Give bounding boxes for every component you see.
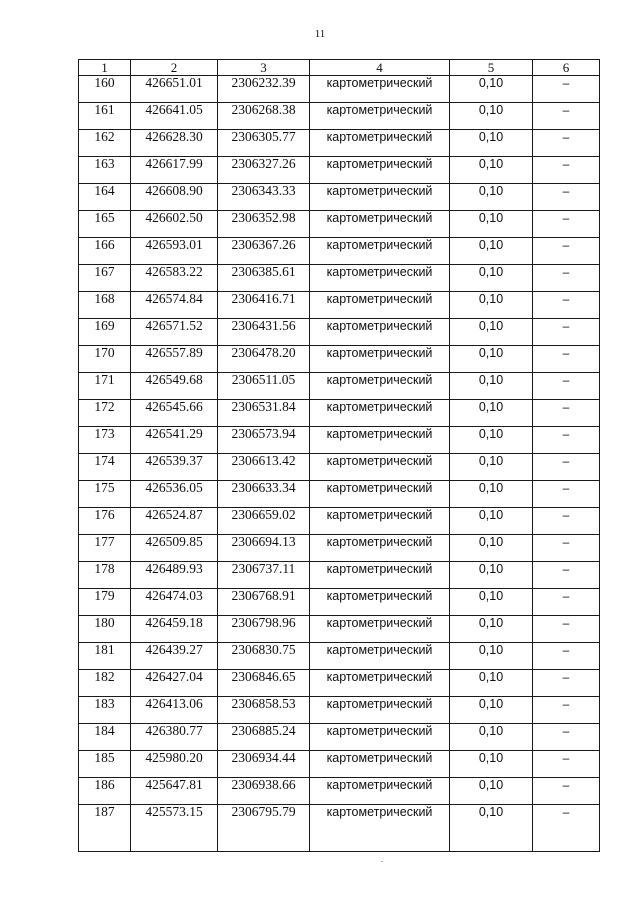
point-number-cell: 163 bbox=[79, 157, 131, 184]
x-coordinate-cell: 426536.05 bbox=[131, 481, 218, 508]
x-coordinate-cell: 426608.90 bbox=[131, 184, 218, 211]
method-cell: картометрический bbox=[310, 616, 450, 643]
accuracy-cell: 0,10 bbox=[450, 427, 533, 454]
method-cell: картометрический bbox=[310, 454, 450, 481]
table-row bbox=[79, 184, 600, 211]
description-cell: – bbox=[533, 265, 600, 292]
accuracy-cell: 0,10 bbox=[450, 697, 533, 724]
accuracy-cell: 0,10 bbox=[450, 292, 533, 319]
y-coordinate-cell: 2306385.61 bbox=[218, 265, 310, 292]
method-cell: картометрический bbox=[310, 265, 450, 292]
table-row bbox=[79, 670, 600, 697]
method-cell: картометрический bbox=[310, 508, 450, 535]
y-coordinate-cell: 2306232.39 bbox=[218, 76, 310, 103]
point-number-cell: 168 bbox=[79, 292, 131, 319]
method-cell: картометрический bbox=[310, 778, 450, 805]
point-number-cell: 162 bbox=[79, 130, 131, 157]
method-cell: картометрический bbox=[310, 562, 450, 589]
point-number-cell: 176 bbox=[79, 508, 131, 535]
point-number-cell: 164 bbox=[79, 184, 131, 211]
table-row bbox=[79, 238, 600, 265]
accuracy-cell: 0,10 bbox=[450, 211, 533, 238]
accuracy-cell: 0,10 bbox=[450, 400, 533, 427]
stray-mark: . bbox=[381, 855, 383, 864]
point-number-cell: 160 bbox=[79, 76, 131, 103]
accuracy-cell: 0,10 bbox=[450, 589, 533, 616]
point-number-cell: 183 bbox=[79, 697, 131, 724]
point-number-cell: 178 bbox=[79, 562, 131, 589]
table-row bbox=[79, 643, 600, 670]
x-coordinate-cell: 426545.66 bbox=[131, 400, 218, 427]
table-row bbox=[79, 373, 600, 400]
description-cell: – bbox=[533, 454, 600, 481]
accuracy-cell: 0,10 bbox=[450, 724, 533, 751]
accuracy-cell: 0,10 bbox=[450, 238, 533, 265]
point-number-cell: 185 bbox=[79, 751, 131, 778]
description-cell: – bbox=[533, 616, 600, 643]
y-coordinate-cell: 2306633.34 bbox=[218, 481, 310, 508]
description-cell: – bbox=[533, 670, 600, 697]
table-row bbox=[79, 589, 600, 616]
x-coordinate-cell: 426583.22 bbox=[131, 265, 218, 292]
table-row bbox=[79, 319, 600, 346]
y-coordinate-cell: 2306511.05 bbox=[218, 373, 310, 400]
method-cell: картометрический bbox=[310, 103, 450, 130]
x-coordinate-cell: 426439.27 bbox=[131, 643, 218, 670]
x-coordinate-cell: 426541.29 bbox=[131, 427, 218, 454]
point-number-cell: 173 bbox=[79, 427, 131, 454]
y-coordinate-cell: 2306934.44 bbox=[218, 751, 310, 778]
method-cell: картометрический bbox=[310, 724, 450, 751]
y-coordinate-cell: 2306885.24 bbox=[218, 724, 310, 751]
table-row bbox=[79, 697, 600, 724]
method-cell: картометрический bbox=[310, 805, 450, 852]
x-coordinate-cell: 426459.18 bbox=[131, 616, 218, 643]
x-coordinate-cell: 426489.93 bbox=[131, 562, 218, 589]
table-row bbox=[79, 616, 600, 643]
table-row bbox=[79, 130, 600, 157]
y-coordinate-cell: 2306768.91 bbox=[218, 589, 310, 616]
description-cell: – bbox=[533, 778, 600, 805]
method-cell: картометрический bbox=[310, 535, 450, 562]
x-coordinate-cell: 426524.87 bbox=[131, 508, 218, 535]
point-number-cell: 170 bbox=[79, 346, 131, 373]
method-cell: картометрический bbox=[310, 319, 450, 346]
accuracy-cell: 0,10 bbox=[450, 670, 533, 697]
accuracy-cell: 0,10 bbox=[450, 373, 533, 400]
method-cell: картометрический bbox=[310, 697, 450, 724]
description-cell: – bbox=[533, 211, 600, 238]
accuracy-cell: 0,10 bbox=[450, 643, 533, 670]
x-coordinate-cell: 426474.03 bbox=[131, 589, 218, 616]
point-number-cell: 184 bbox=[79, 724, 131, 751]
column-header: 4 bbox=[310, 60, 450, 76]
table-row bbox=[79, 751, 600, 778]
y-coordinate-cell: 2306694.13 bbox=[218, 535, 310, 562]
table-row bbox=[79, 454, 600, 481]
description-cell: – bbox=[533, 184, 600, 211]
y-coordinate-cell: 2306478.20 bbox=[218, 346, 310, 373]
y-coordinate-cell: 2306305.77 bbox=[218, 130, 310, 157]
accuracy-cell: 0,10 bbox=[450, 346, 533, 373]
method-cell: картометрический bbox=[310, 76, 450, 103]
accuracy-cell: 0,10 bbox=[450, 130, 533, 157]
table-row bbox=[79, 778, 600, 805]
column-header: 3 bbox=[218, 60, 310, 76]
x-coordinate-cell: 426574.84 bbox=[131, 292, 218, 319]
description-cell: – bbox=[533, 751, 600, 778]
x-coordinate-cell: 426509.85 bbox=[131, 535, 218, 562]
method-cell: картометрический bbox=[310, 346, 450, 373]
method-cell: картометрический bbox=[310, 238, 450, 265]
x-coordinate-cell: 426427.04 bbox=[131, 670, 218, 697]
method-cell: картометрический bbox=[310, 670, 450, 697]
accuracy-cell: 0,10 bbox=[450, 454, 533, 481]
point-number-cell: 174 bbox=[79, 454, 131, 481]
point-number-cell: 175 bbox=[79, 481, 131, 508]
accuracy-cell: 0,10 bbox=[450, 319, 533, 346]
accuracy-cell: 0,10 bbox=[450, 805, 533, 852]
x-coordinate-cell: 426617.99 bbox=[131, 157, 218, 184]
y-coordinate-cell: 2306268.38 bbox=[218, 103, 310, 130]
table-header-row bbox=[79, 60, 600, 76]
description-cell: – bbox=[533, 346, 600, 373]
description-cell: – bbox=[533, 76, 600, 103]
description-cell: – bbox=[533, 724, 600, 751]
table-body bbox=[79, 76, 600, 852]
y-coordinate-cell: 2306798.96 bbox=[218, 616, 310, 643]
column-header: 1 bbox=[79, 60, 131, 76]
accuracy-cell: 0,10 bbox=[450, 184, 533, 211]
description-cell: – bbox=[533, 130, 600, 157]
description-cell: – bbox=[533, 292, 600, 319]
y-coordinate-cell: 2306938.66 bbox=[218, 778, 310, 805]
accuracy-cell: 0,10 bbox=[450, 535, 533, 562]
accuracy-cell: 0,10 bbox=[450, 76, 533, 103]
y-coordinate-cell: 2306613.42 bbox=[218, 454, 310, 481]
y-coordinate-cell: 2306416.71 bbox=[218, 292, 310, 319]
method-cell: картометрический bbox=[310, 589, 450, 616]
x-coordinate-cell: 426593.01 bbox=[131, 238, 218, 265]
x-coordinate-cell: 426571.52 bbox=[131, 319, 218, 346]
y-coordinate-cell: 2306367.26 bbox=[218, 238, 310, 265]
table-row bbox=[79, 427, 600, 454]
y-coordinate-cell: 2306737.11 bbox=[218, 562, 310, 589]
table-row bbox=[79, 535, 600, 562]
table-row bbox=[79, 562, 600, 589]
point-number-cell: 180 bbox=[79, 616, 131, 643]
description-cell: – bbox=[533, 481, 600, 508]
table-row bbox=[79, 157, 600, 184]
method-cell: картометрический bbox=[310, 292, 450, 319]
point-number-cell: 181 bbox=[79, 643, 131, 670]
table-row bbox=[79, 211, 600, 238]
description-cell: – bbox=[533, 589, 600, 616]
x-coordinate-cell: 426628.30 bbox=[131, 130, 218, 157]
description-cell: – bbox=[533, 805, 600, 852]
accuracy-cell: 0,10 bbox=[450, 481, 533, 508]
table-row bbox=[79, 805, 600, 852]
page-number: 11 bbox=[314, 28, 326, 40]
description-cell: – bbox=[533, 373, 600, 400]
y-coordinate-cell: 2306858.53 bbox=[218, 697, 310, 724]
x-coordinate-cell: 426539.37 bbox=[131, 454, 218, 481]
table-row bbox=[79, 76, 600, 103]
x-coordinate-cell: 425573.15 bbox=[131, 805, 218, 852]
y-coordinate-cell: 2306830.75 bbox=[218, 643, 310, 670]
method-cell: картометрический bbox=[310, 643, 450, 670]
column-header: 6 bbox=[533, 60, 600, 76]
description-cell: – bbox=[533, 238, 600, 265]
description-cell: – bbox=[533, 508, 600, 535]
x-coordinate-cell: 426557.89 bbox=[131, 346, 218, 373]
method-cell: картометрический bbox=[310, 157, 450, 184]
accuracy-cell: 0,10 bbox=[450, 751, 533, 778]
x-coordinate-cell: 425647.81 bbox=[131, 778, 218, 805]
point-number-cell: 177 bbox=[79, 535, 131, 562]
method-cell: картометрический bbox=[310, 184, 450, 211]
table-row bbox=[79, 346, 600, 373]
table-row bbox=[79, 724, 600, 751]
accuracy-cell: 0,10 bbox=[450, 157, 533, 184]
table-row bbox=[79, 508, 600, 535]
column-header: 5 bbox=[450, 60, 533, 76]
table-row bbox=[79, 265, 600, 292]
accuracy-cell: 0,10 bbox=[450, 616, 533, 643]
y-coordinate-cell: 2306343.33 bbox=[218, 184, 310, 211]
method-cell: картометрический bbox=[310, 373, 450, 400]
column-header: 2 bbox=[131, 60, 218, 76]
point-number-cell: 171 bbox=[79, 373, 131, 400]
x-coordinate-cell: 426380.77 bbox=[131, 724, 218, 751]
y-coordinate-cell: 2306327.26 bbox=[218, 157, 310, 184]
y-coordinate-cell: 2306573.94 bbox=[218, 427, 310, 454]
method-cell: картометрический bbox=[310, 400, 450, 427]
point-number-cell: 172 bbox=[79, 400, 131, 427]
point-number-cell: 179 bbox=[79, 589, 131, 616]
accuracy-cell: 0,10 bbox=[450, 265, 533, 292]
point-number-cell: 161 bbox=[79, 103, 131, 130]
table-row bbox=[79, 481, 600, 508]
coordinates-table bbox=[78, 59, 600, 852]
method-cell: картометрический bbox=[310, 751, 450, 778]
y-coordinate-cell: 2306431.56 bbox=[218, 319, 310, 346]
x-coordinate-cell: 426413.06 bbox=[131, 697, 218, 724]
description-cell: – bbox=[533, 157, 600, 184]
table-row bbox=[79, 292, 600, 319]
description-cell: – bbox=[533, 103, 600, 130]
point-number-cell: 166 bbox=[79, 238, 131, 265]
accuracy-cell: 0,10 bbox=[450, 778, 533, 805]
description-cell: – bbox=[533, 562, 600, 589]
table-row bbox=[79, 103, 600, 130]
description-cell: – bbox=[533, 400, 600, 427]
point-number-cell: 167 bbox=[79, 265, 131, 292]
description-cell: – bbox=[533, 319, 600, 346]
point-number-cell: 182 bbox=[79, 670, 131, 697]
description-cell: – bbox=[533, 535, 600, 562]
method-cell: картометрический bbox=[310, 427, 450, 454]
point-number-cell: 186 bbox=[79, 778, 131, 805]
table-row bbox=[79, 400, 600, 427]
x-coordinate-cell: 426641.05 bbox=[131, 103, 218, 130]
point-number-cell: 169 bbox=[79, 319, 131, 346]
y-coordinate-cell: 2306795.79 bbox=[218, 805, 310, 852]
y-coordinate-cell: 2306531.84 bbox=[218, 400, 310, 427]
point-number-cell: 165 bbox=[79, 211, 131, 238]
y-coordinate-cell: 2306352.98 bbox=[218, 211, 310, 238]
description-cell: – bbox=[533, 427, 600, 454]
point-number-cell: 187 bbox=[79, 805, 131, 852]
accuracy-cell: 0,10 bbox=[450, 562, 533, 589]
x-coordinate-cell: 426651.01 bbox=[131, 76, 218, 103]
description-cell: – bbox=[533, 643, 600, 670]
y-coordinate-cell: 2306659.02 bbox=[218, 508, 310, 535]
x-coordinate-cell: 426549.68 bbox=[131, 373, 218, 400]
description-cell: – bbox=[533, 697, 600, 724]
method-cell: картометрический bbox=[310, 130, 450, 157]
accuracy-cell: 0,10 bbox=[450, 103, 533, 130]
y-coordinate-cell: 2306846.65 bbox=[218, 670, 310, 697]
accuracy-cell: 0,10 bbox=[450, 508, 533, 535]
x-coordinate-cell: 425980.20 bbox=[131, 751, 218, 778]
method-cell: картометрический bbox=[310, 211, 450, 238]
x-coordinate-cell: 426602.50 bbox=[131, 211, 218, 238]
method-cell: картометрический bbox=[310, 481, 450, 508]
